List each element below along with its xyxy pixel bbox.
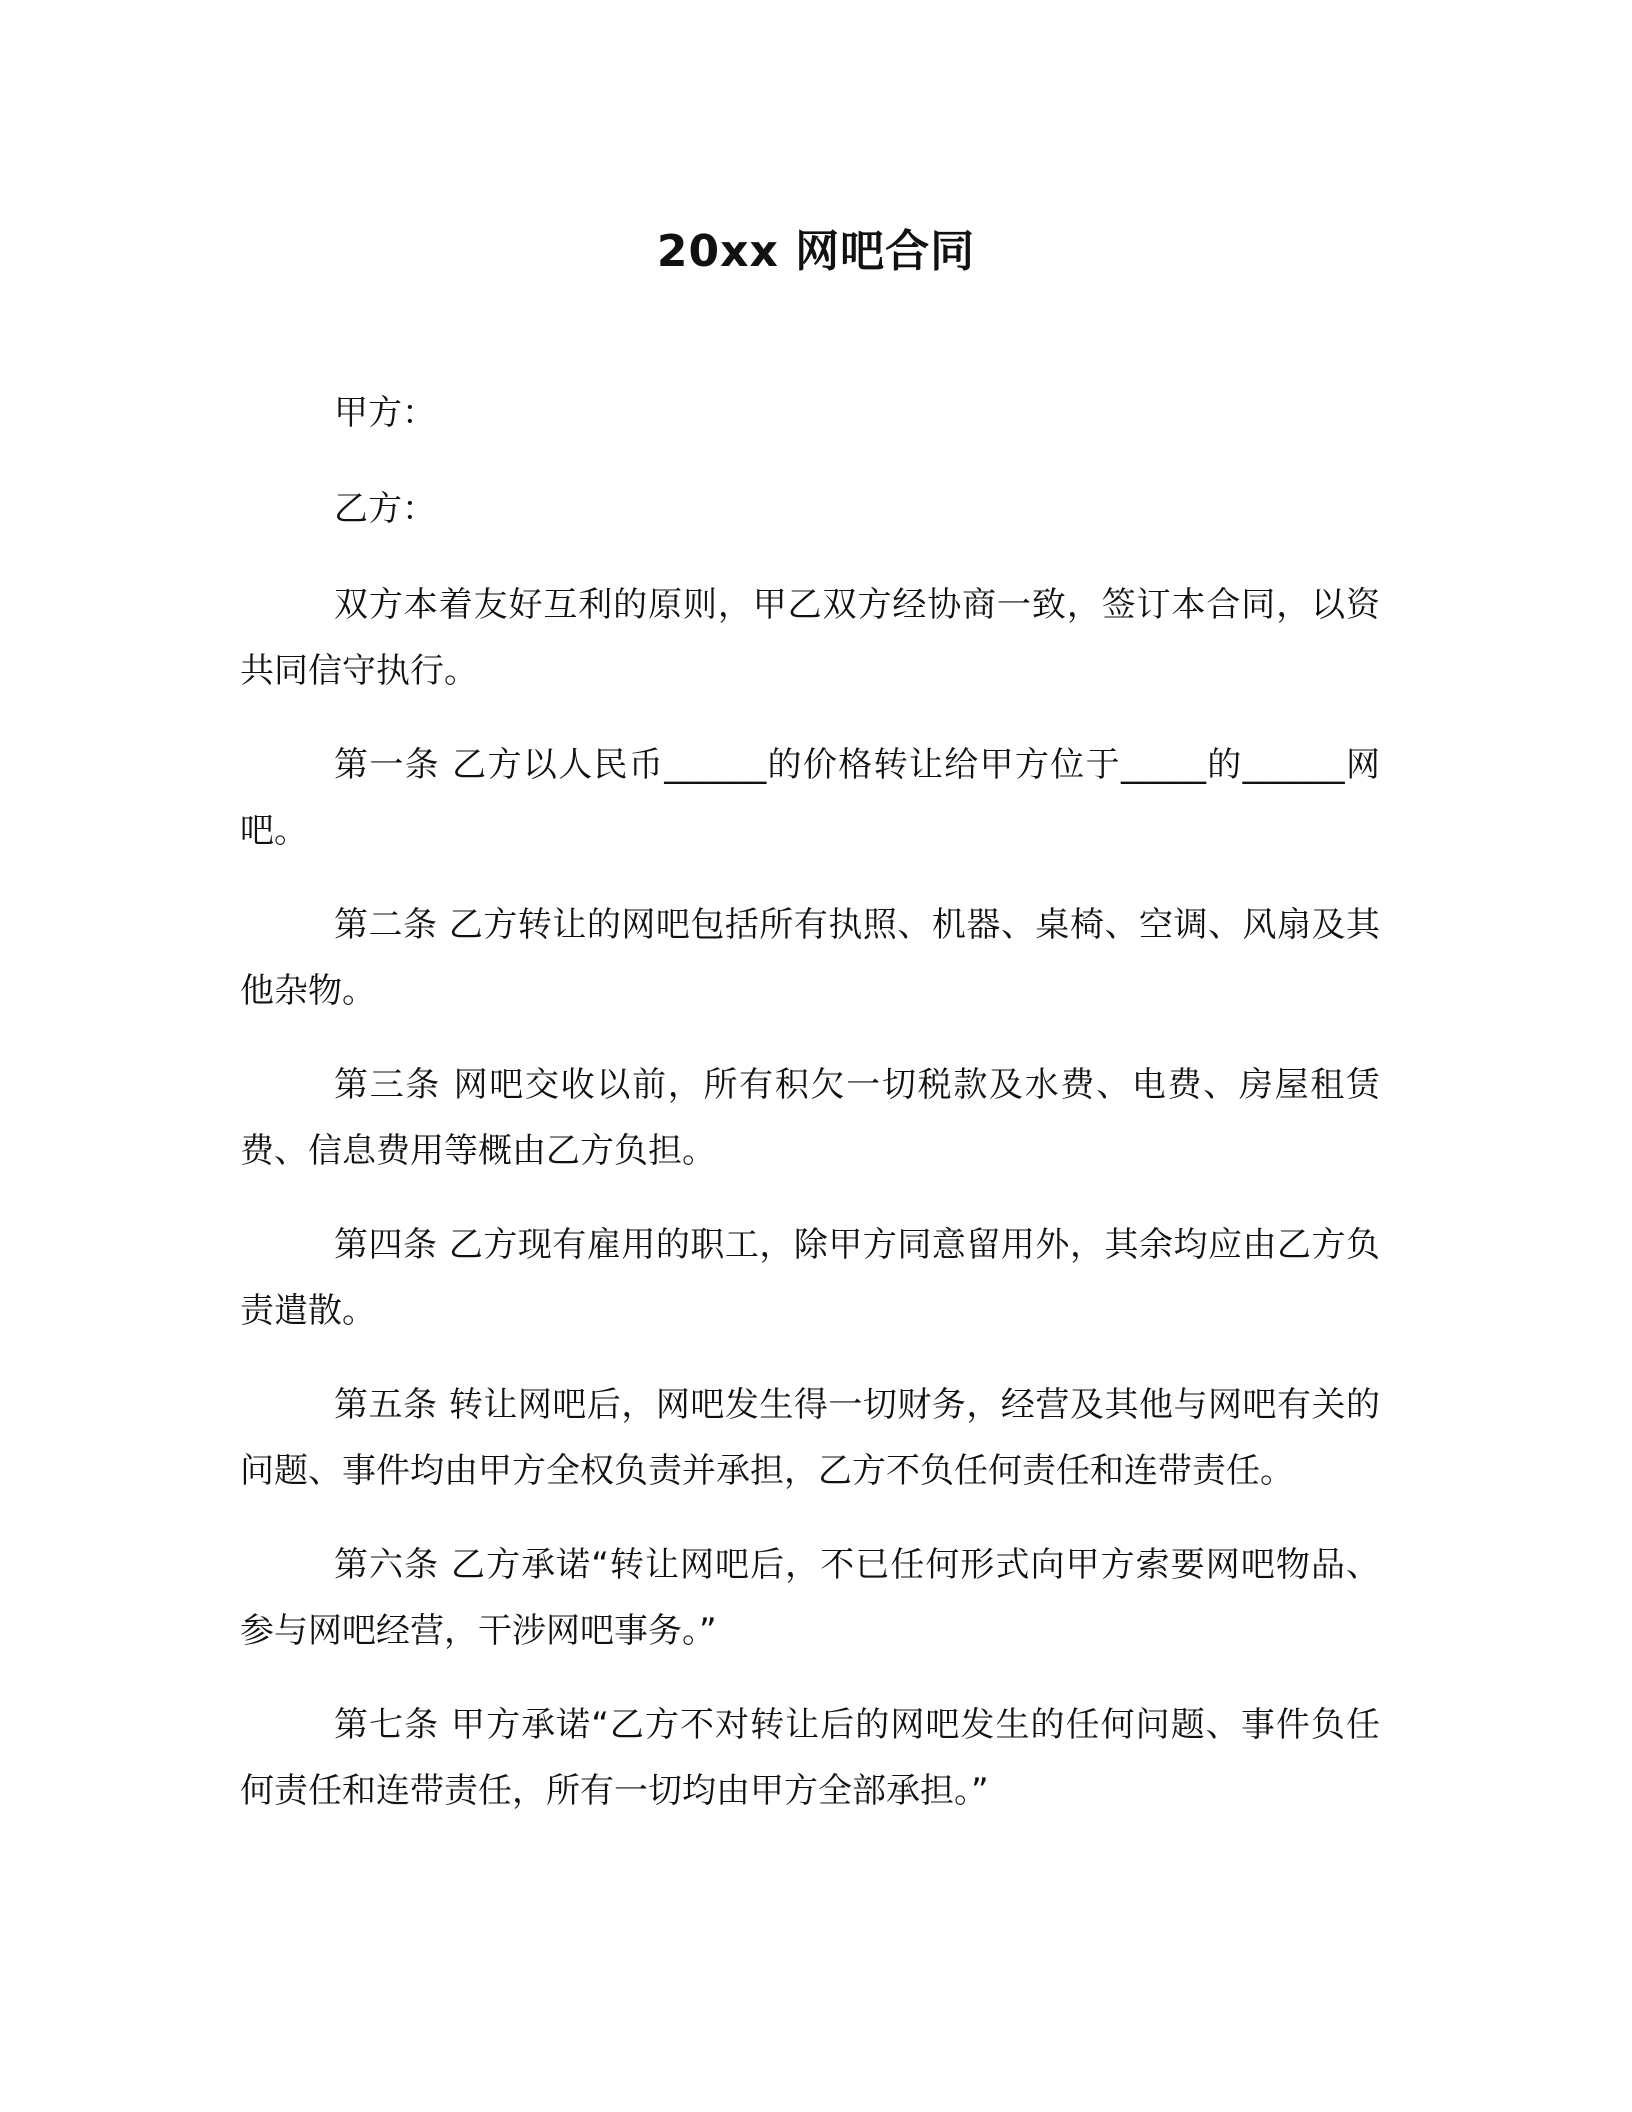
article-4: 第四条 乙方现有雇用的职工，除甲方同意留用外，其余均应由乙方负责遣散。 [240, 1225, 1380, 1331]
contract-body [240, 380, 1380, 1852]
intro-paragraph: 双方本着友好互利的原则，甲乙双方经协商一致，签订本合同，以资共同信守执行。 [240, 585, 1380, 691]
party-a-label: 甲方： [334, 393, 436, 433]
document-title: 20xx 网吧合同 [656, 226, 976, 277]
article-3: 第三条 网吧交收以前，所有积欠一切税款及水费、电费、房屋租赁费、信息费用等概由乙方负担。 [240, 1065, 1380, 1171]
article-1: 第一条 乙方以人民币______的价格转让给甲方位于_____的______网吧。 [240, 745, 1380, 851]
article-7: 第七条 甲方承诺“乙方不对转让后的网吧发生的任何问题、事件负任何责任和连带责任，所有一切均由甲方全部承担。” [240, 1705, 1380, 1811]
article-6: 第六条 乙方承诺“转让网吧后，不已任何形式向甲方索要网吧物品、参与网吧经营，干涉网吧事务。” [240, 1545, 1380, 1651]
article-2: 第二条 乙方转让的网吧包括所有执照、机器、桌椅、空调、风扇及其他杂物。 [240, 905, 1380, 1011]
party-b-label: 乙方： [334, 489, 436, 529]
article-5: 第五条 转让网吧后，网吧发生得一切财务，经营及其他与网吧有关的问题、事件均由甲方全权负责并承担，乙方不负任何责任和连带责任。 [240, 1385, 1380, 1491]
